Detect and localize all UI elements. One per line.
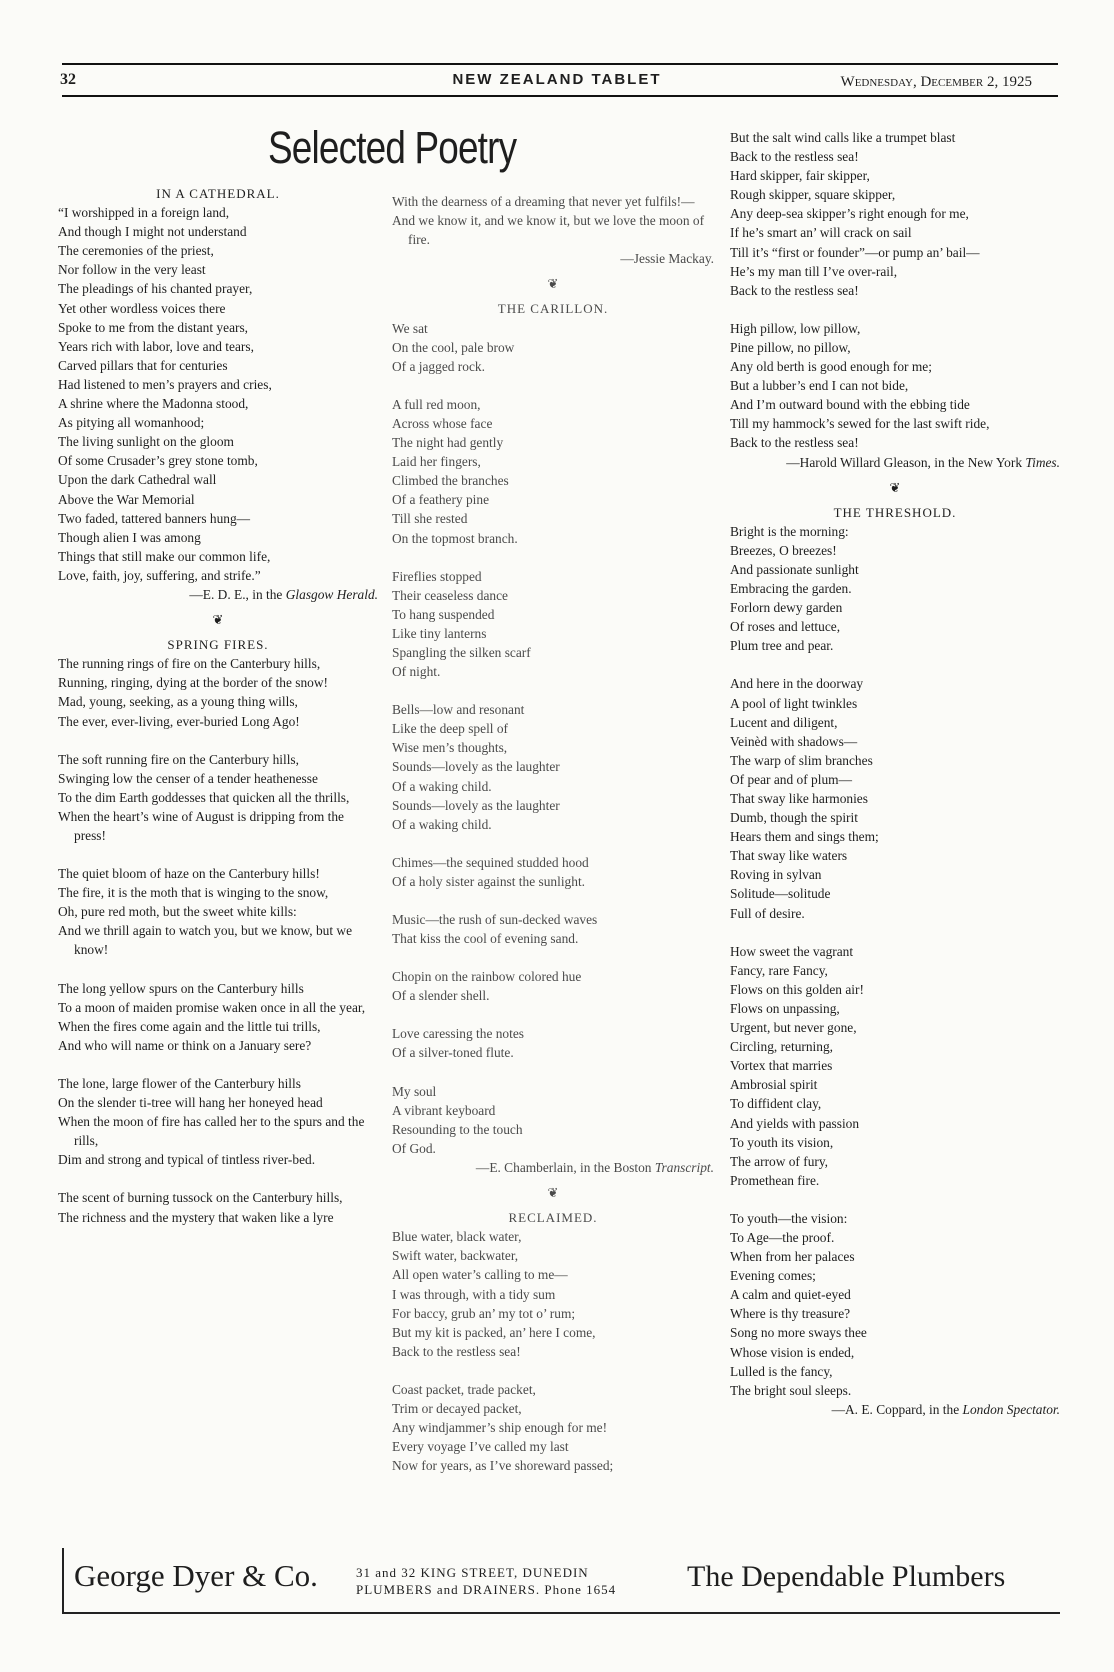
poem-line: That sway like waters xyxy=(730,848,848,864)
separator-ornament: ❦ xyxy=(547,1185,559,1201)
poem-line: The quiet bloom of haze on the Canterbury hills! xyxy=(58,866,320,882)
poem-line: To diffident clay, xyxy=(730,1096,822,1112)
poem-line: How sweet the vagrant xyxy=(730,943,854,959)
poem-line: Like tiny lanterns xyxy=(392,625,487,641)
poem-credit-carillon: —E. Chamberlain, in the Boston Transcript. xyxy=(475,1159,714,1175)
poem-line: And we thrill again to watch you, but we know, but we know! xyxy=(58,923,353,958)
poem-line: When the moon of fire has called her to the spurs and the rills, xyxy=(58,1114,365,1149)
header-rule xyxy=(62,95,1058,97)
poem-line: Ambrosial spirit xyxy=(730,1077,818,1093)
poem-line: We sat xyxy=(392,320,428,336)
poem-line: A full red moon, xyxy=(392,396,481,412)
poem-line: Carved pillars that for centuries xyxy=(58,357,228,373)
poem-line: Solitude—solitude xyxy=(730,886,831,902)
advert-company: George Dyer & Co. xyxy=(74,1558,318,1593)
poem-threshold xyxy=(730,522,1060,1400)
poem-line: “I worshipped in a foreign land, xyxy=(58,205,230,221)
poem-line: Of a silver-toned flute. xyxy=(392,1045,514,1061)
poem-line: Oh, pure red moth, but the sweet white kills: xyxy=(58,904,297,920)
poem-line: Bright is the morning: xyxy=(730,523,849,539)
poem-line: Song no more sways thee xyxy=(730,1325,867,1341)
advert-address-line2: PLUMBERS and DRAINERS. Phone 1654 xyxy=(356,1582,617,1597)
poem-line: Veinèd with shadows— xyxy=(730,733,858,749)
poem-cathedral xyxy=(58,203,378,585)
poem-line: Of roses and lettuce, xyxy=(730,619,841,635)
poem-line: Dim and strong and typical of tintless river-bed. xyxy=(58,1152,316,1168)
poem-line: That sway like harmonies xyxy=(730,791,868,806)
advert-slogan: The Dependable Plumbers xyxy=(687,1560,1006,1593)
poem-line: As pitying all womanhood; xyxy=(58,415,205,431)
column-2 xyxy=(392,192,714,1475)
poem-line: Upon the dark Cathedral wall xyxy=(58,472,217,488)
poem-line: Of a feathery pine xyxy=(392,492,490,508)
poem-line: The running rings of fire on the Canterbury hills, xyxy=(58,656,321,672)
poem-line: Laid her fingers, xyxy=(392,454,481,470)
poem-line: Things that still make our common life, xyxy=(58,548,271,564)
poem-line: To youth—the vision: xyxy=(730,1210,848,1226)
poem-line: To a moon of maiden promise waken once in all the year, xyxy=(58,999,366,1015)
poem-line: Flows on this golden air! xyxy=(730,981,864,997)
poem-line: Running, ringing, dying at the border of the snow! xyxy=(58,675,329,691)
poem-line: Wise men’s thoughts, xyxy=(392,740,508,756)
poem-credit-threshold: —A. E. Coppard, in the London Spectator. xyxy=(831,1401,1060,1417)
advertisement-box xyxy=(62,1548,1060,1614)
poem-line: Resounding to the touch xyxy=(392,1121,523,1137)
poem-line: Any old berth is good enough for me; xyxy=(730,359,932,375)
poem-line: Swift water, backwater, xyxy=(392,1248,519,1264)
poem-line: The living sunlight on the gloom xyxy=(58,434,234,450)
poem-line: Any deep-sea skipper’s right enough for me, xyxy=(730,206,969,222)
column-1 xyxy=(58,184,378,1227)
poem-title-cathedral: IN A CATHEDRAL. xyxy=(156,186,280,201)
poem-line: Sounds—lovely as the laughter xyxy=(392,759,560,775)
poem-line: The ceremonies of the priest, xyxy=(58,243,214,259)
poem-line: To Age—the proof. xyxy=(730,1229,835,1245)
poem-line: The warp of slim branches xyxy=(730,752,873,768)
poem-line: Where is thy treasure? xyxy=(730,1306,851,1322)
poem-reclaimed-continued xyxy=(730,128,1060,453)
poem-line: The lone, large flower of the Canterbury hills xyxy=(58,1075,301,1091)
poem-reclaimed xyxy=(392,1227,714,1475)
poem-line: Now for years, as I’ve shoreward passed; xyxy=(392,1458,614,1474)
poem-line: Bells—low and resonant xyxy=(392,702,525,718)
poem-line: All open water’s calling to me— xyxy=(392,1267,568,1283)
poem-line: And yields with passion xyxy=(730,1115,860,1131)
poem-line: Of night. xyxy=(392,664,441,680)
poem-line: Had listened to men’s prayers and cries, xyxy=(58,376,272,392)
poem-line: When the fires come again and the little tui trills, xyxy=(58,1018,321,1034)
poem-line: Of a holy sister against the sunlight. xyxy=(392,873,586,889)
poem-line: Climbed the branches xyxy=(392,473,509,489)
poem-title-spring-fires: SPRING FIRES. xyxy=(167,637,269,653)
poem-line: Full of desire. xyxy=(730,905,805,921)
poem-line: Chopin on the rainbow colored hue xyxy=(392,969,582,985)
poem-line: Back to the restless sea! xyxy=(730,149,859,165)
poem-line: Above the War Memorial xyxy=(58,491,195,507)
separator-ornament: ❦ xyxy=(889,479,901,495)
poem-line: Across whose face xyxy=(392,415,493,431)
poem-line: The night had gently xyxy=(392,435,504,451)
poem-line: The arrow of fury, xyxy=(730,1153,829,1169)
poem-line: Love caressing the notes xyxy=(392,1026,525,1042)
poem-line: Dumb, though the spirit xyxy=(730,810,858,826)
poem-line: Evening comes; xyxy=(730,1268,816,1284)
poem-line: Rough skipper, square skipper, xyxy=(730,187,896,203)
poem-line: With the dearness of a dreaming that never yet fulfils!— xyxy=(392,194,695,209)
poem-line: Every voyage I’ve called my last xyxy=(392,1439,569,1455)
separator-ornament: ❦ xyxy=(547,276,559,292)
poem-line: Lucent and diligent, xyxy=(730,714,838,730)
poem-line: Like the deep spell of xyxy=(392,721,509,737)
poem-line: Back to the restless sea! xyxy=(392,1343,521,1359)
column-3 xyxy=(730,128,1060,1419)
poem-line: Coast packet, trade packet, xyxy=(392,1381,536,1397)
poem-line: Though alien I was among xyxy=(58,529,201,545)
poem-line: But the salt wind calls like a trumpet blast xyxy=(730,130,956,145)
poem-line: Till it’s “first or founder”—or pump an’ bail— xyxy=(730,244,980,260)
poem-carillon xyxy=(392,319,714,1158)
advert-address xyxy=(356,1564,616,1598)
poem-line: The soft running fire on the Canterbury hills, xyxy=(58,751,299,767)
poem-line: Till she rested xyxy=(392,511,468,527)
poem-credit-spring-fires: —Jessie Mackay. xyxy=(620,251,714,267)
poem-line: Promethean fire. xyxy=(730,1172,820,1188)
poem-line: Love, faith, joy, suffering, and strife.” xyxy=(58,567,261,583)
poem-line: When the heart’s wine of August is dripping from the press! xyxy=(58,808,344,843)
poem-line: A calm and quiet-eyed xyxy=(730,1287,851,1303)
poem-line: High pillow, low pillow, xyxy=(730,320,861,336)
poem-line: A shrine where the Madonna stood, xyxy=(58,396,249,412)
poem-line: Vortex that marries xyxy=(730,1058,833,1074)
poem-line: That kiss the cool of evening sand. xyxy=(392,931,579,947)
poem-line: The scent of burning tussock on the Canterbury hills, xyxy=(58,1190,343,1206)
poem-line: Spangling the silken scarf xyxy=(392,644,531,660)
poem-line: Of a slender shell. xyxy=(392,988,490,1004)
poem-spring-fires xyxy=(58,654,378,1226)
poem-line: Pine pillow, no pillow, xyxy=(730,339,851,355)
poem-line: But a lubber’s end I can not bide, xyxy=(730,378,909,394)
poem-line: Of a jagged rock. xyxy=(392,358,485,374)
poem-line: A vibrant keyboard xyxy=(392,1102,496,1118)
poem-line: Of a waking child. xyxy=(392,778,492,794)
poem-line: My soul xyxy=(392,1083,437,1099)
poem-line: I was through, with a tidy sum xyxy=(392,1286,556,1302)
poem-line: Any windjammer’s ship enough for me! xyxy=(392,1420,608,1436)
poem-line: Fireflies stopped xyxy=(392,568,482,584)
poem-line: A pool of light twinkles xyxy=(730,695,858,711)
poem-line: And passionate sunlight xyxy=(730,561,859,577)
poem-line: But my kit is packed, an’ here I come, xyxy=(392,1324,596,1340)
poem-line: And we know it, and we know it, but we love the moon of fire. xyxy=(392,213,705,248)
poem-line: To youth its vision, xyxy=(730,1134,834,1150)
poem-line: For baccy, grub an’ my tot o’ rum; xyxy=(392,1305,576,1321)
poem-line: Blue water, black water, xyxy=(392,1229,522,1245)
poem-line: Spoke to me from the distant years, xyxy=(58,319,249,335)
poem-line: Circling, returning, xyxy=(730,1039,834,1055)
poem-line: Lulled is the fancy, xyxy=(730,1363,833,1379)
poem-line: On the slender ti-tree will hang her honeyed head xyxy=(58,1095,323,1111)
poem-line: The richness and the mystery that waken like a lyre xyxy=(58,1209,334,1225)
poem-line: Their ceaseless dance xyxy=(392,587,508,603)
poem-line: And here in the doorway xyxy=(730,676,864,692)
poem-line: Swinging low the censer of a tender heathenesse xyxy=(58,770,318,786)
poem-line: The ever, ever-living, ever-buried Long Ago! xyxy=(58,713,300,729)
poem-line: The long yellow spurs on the Canterbury hills xyxy=(58,980,304,996)
poem-line: Yet other wordless voices there xyxy=(58,300,226,316)
poem-spring-fires-continued xyxy=(392,192,714,249)
poem-line: Back to the restless sea! xyxy=(730,282,859,298)
poem-line: Hard skipper, fair skipper, xyxy=(730,168,870,184)
poem-line: On the cool, pale brow xyxy=(392,339,515,355)
poem-line: When from her palaces xyxy=(730,1249,855,1265)
poem-line: Till my hammock’s sewed for the last swift ride, xyxy=(730,416,990,432)
poem-line: Of God. xyxy=(392,1140,436,1156)
poem-line: Music—the rush of sun-decked waves xyxy=(392,912,598,927)
poem-credit-reclaimed: —Harold Willard Gleason, in the New York Times. xyxy=(786,454,1060,470)
poem-line: And though I might not understand xyxy=(58,224,247,240)
poem-line: Chimes—the sequined studded hood xyxy=(392,854,589,870)
poem-line: Plum tree and pear. xyxy=(730,638,834,654)
poem-line: Forlorn dewy garden xyxy=(730,600,843,616)
poem-line: Urgent, but never gone, xyxy=(730,1020,857,1036)
poem-credit-cathedral: —E. D. E., in the Glasgow Herald. xyxy=(189,586,378,602)
poem-line: He’s my man till I’ve over-rail, xyxy=(730,263,898,279)
poem-line: Of pear and of plum— xyxy=(730,771,852,787)
poem-line: On the topmost branch. xyxy=(392,530,518,546)
poem-line: Mad, young, seeking, as a young thing wills, xyxy=(58,694,298,710)
issue-date: Wednesday, December 2, 1925 xyxy=(840,74,1032,90)
poem-line: Of a waking child. xyxy=(392,816,492,832)
poem-line: Whose vision is ended, xyxy=(730,1344,855,1360)
poem-line: The bright soul sleeps. xyxy=(730,1382,852,1398)
separator-ornament: ❦ xyxy=(212,612,224,628)
poem-title-reclaimed: RECLAIMED. xyxy=(508,1210,598,1226)
poem-line: Trim or decayed packet, xyxy=(392,1400,522,1416)
poem-line: Breezes, O breezes! xyxy=(730,542,837,558)
poem-line: Of some Crusader’s grey stone tomb, xyxy=(58,453,258,469)
poem-line: Sounds—lovely as the laughter xyxy=(392,797,560,813)
poem-line: To hang suspended xyxy=(392,606,495,622)
poem-line: And I’m outward bound with the ebbing tide xyxy=(730,397,970,413)
poem-line: Hears them and sings them; xyxy=(730,829,879,845)
page-number: 32 xyxy=(60,71,76,88)
poem-line: If he’s smart an’ will crack on sail xyxy=(730,225,912,241)
poem-line: Years rich with labor, love and tears, xyxy=(58,338,254,354)
poem-line: Two faded, tattered banners hung— xyxy=(58,510,251,526)
poem-line: Nor follow in the very least xyxy=(58,262,206,278)
poem-title-carillon: THE CARILLON. xyxy=(497,301,609,317)
poem-line: The fire, it is the moth that is winging to the snow, xyxy=(58,885,329,901)
poem-title-threshold: THE THRESHOLD. xyxy=(833,504,957,520)
section-title: Selected Poetry xyxy=(268,122,517,173)
poem-line: The pleadings of his chanted prayer, xyxy=(58,281,253,297)
advert-address-line1: 31 and 32 KING STREET, DUNEDIN xyxy=(356,1565,589,1580)
poem-line: Back to the restless sea! xyxy=(730,435,859,451)
poem-line: Flows on unpassing, xyxy=(730,1000,840,1016)
poem-line: Roving in sylvan xyxy=(730,867,822,883)
top-rule xyxy=(62,63,1058,65)
poem-line: Fancy, rare Fancy, xyxy=(730,962,828,978)
poem-line: To the dim Earth goddesses that quicken all the thrills, xyxy=(58,789,350,805)
masthead: NEW ZEALAND TABLET xyxy=(452,71,662,88)
poem-line: Embracing the garden. xyxy=(730,581,852,597)
poem-line: And who will name or think on a January sere? xyxy=(58,1037,312,1053)
